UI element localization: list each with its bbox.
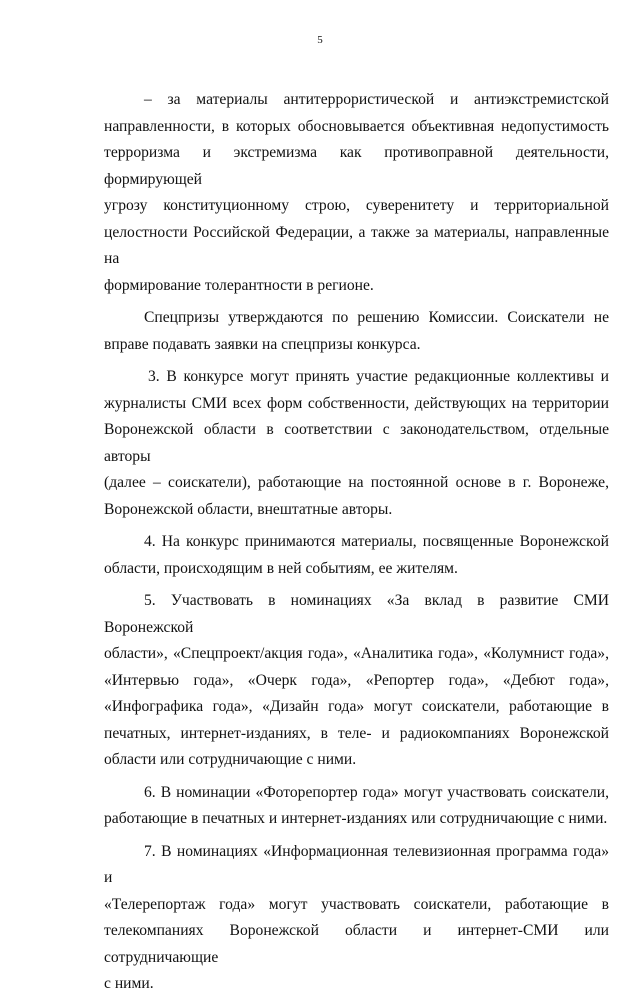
text-line: формирование толерантности в регионе.: [104, 276, 374, 294]
text-line: целостности Российской Федерации, а также за материалы, направленные на: [104, 223, 609, 267]
text-line: 4. На конкурс принимаются материалы, посвященные Воронежской: [144, 533, 609, 550]
text-line: угрозу конституционному строю, суверенитету и территориальной: [104, 197, 609, 214]
text-line: направленности, в которых обосновывается объективная недопустимость: [104, 117, 609, 135]
text-line: (далее – соискатели), работающие на постоянной основе в г. Воронеже,: [104, 474, 609, 491]
text-line: 6. В номинации «Фоторепортер года» могут участвовать соискатели,: [144, 783, 609, 801]
text-line: телекомпаниях Воронежской области и интернет-СМИ или сотрудничающие: [104, 922, 609, 966]
text-line: «Интервью года», «Очерк года», «Репортер года», «Дебют года»,: [104, 671, 609, 689]
text-line: работающие в печатных и интернет-изданиях или сотрудничающие с ними.: [104, 810, 608, 827]
paragraph-item-6: [104, 780, 609, 833]
text-line: «Телерепортаж года» могут участвовать соискатели, работающие в: [104, 895, 609, 913]
paragraph-special-prizes: [104, 305, 609, 358]
text-line: 3. В конкурсе могут принять участие редакционные коллективы и: [148, 368, 609, 385]
text-line: 5. Участвовать в номинациях «За вклад в развитие СМИ Воронежской: [104, 592, 609, 636]
text-line: – за материалы антитеррористической и антиэкстремистской: [144, 91, 609, 108]
page-number: 5: [317, 34, 323, 46]
text-line: области, происходящим в ней событиям, ее жителям.: [104, 559, 458, 577]
text-line: 7. В номинациях «Информационная телевизионная программа года» и: [104, 842, 609, 886]
text-line: терроризма и экстремизма как противоправной деятельности, формирующей: [104, 144, 609, 188]
paragraph-item-5: [104, 588, 609, 774]
paragraph-item-4: [104, 529, 609, 582]
text-line: Воронежской области в соответствии с законодательством, отдельные авторы: [104, 421, 609, 465]
text-line: журналисты СМИ всех форм собственности, действующих на территории: [104, 394, 609, 412]
paragraph-antiterror-materials: [104, 87, 609, 299]
paragraph-item-3: [104, 364, 609, 523]
text-line: вправе подавать заявки на спецпризы конкурса.: [104, 335, 421, 353]
text-line: области или сотрудничающие с ними.: [104, 751, 357, 768]
text-line: с ними.: [104, 975, 154, 992]
text-line: Воронежской области, внештатные авторы.: [104, 500, 393, 518]
text-line: области», «Спецпроект/акция года», «Аналитика года», «Колумнист года»,: [104, 645, 609, 662]
text-line: Спецпризы утверждаются по решению Комиссии. Соискатели не: [144, 309, 609, 326]
paragraph-item-7: [104, 839, 609, 998]
document-body: [104, 87, 609, 998]
text-line: печатных, интернет-изданиях, в теле- и радиокомпаниях Воронежской: [104, 724, 609, 742]
text-line: «Инфографика года», «Дизайн года» могут соискатели, работающие в: [104, 698, 609, 715]
